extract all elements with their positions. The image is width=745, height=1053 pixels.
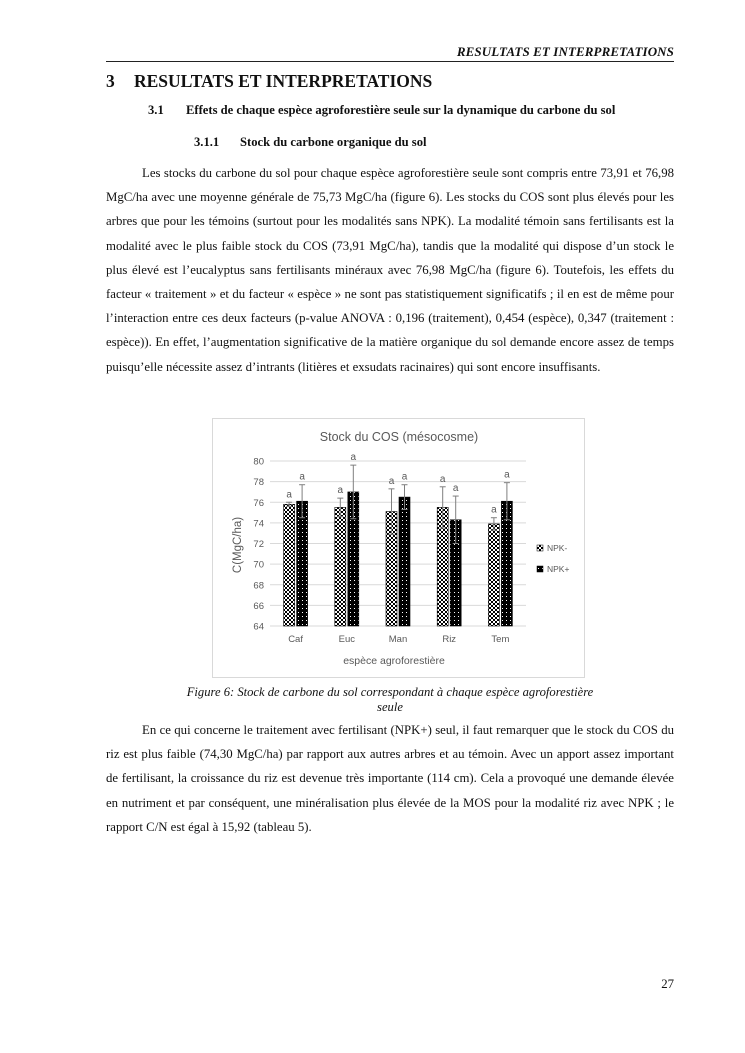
subsection-number: 3.1 — [148, 103, 164, 117]
bar-npk-tem — [488, 524, 499, 626]
x-axis-label: espèce agroforestière — [343, 655, 445, 667]
significance-letter: a — [286, 489, 292, 501]
legend-label: NPK- — [547, 543, 568, 553]
bar-npk-euc — [335, 507, 346, 626]
legend-swatch — [537, 545, 543, 551]
y-tick-label: 78 — [253, 477, 264, 489]
x-tick-label: Euc — [338, 634, 355, 645]
paragraph-1: Les stocks du carbone du sol pour chaque espèce agroforestière seule sont compris entre 73,91 et 76,98 MgC/ha avec une moyenne générale de 75,73 MgC/ha (figure 6). Les stocks du COS sont plus élevés pour les arbres que pour les témoins (surtout pour les modalités sans NPK). La modalité témoin sans fertilisants est la modalité avec le plus faible stock du COS (73,91 MgC/ha), tandis que la modalité qui dispose d’un stock le plus élevé est l’eucalyptus sans fertilisants minéraux avec 76,98 MgC/ha (figure 6). Toutefois, les effets du facteur « traitement » et du facteur « espèce » ne sont pas statistiquement significatifs ; il en est de même pour l’interaction entre ces deux facteurs (p-value ANOVA : 0,196 (traitement), 0,454 (espèce), 0,347 (traitement : espèce)). En effet, l’augmentation significative de la matière organique du sol demande encore assez de temps puisqu’elle nécessite assez d’intrants (litières et exsudats racinaires) qui sont encore insuffisants. — [106, 166, 674, 374]
significance-letters — [286, 452, 510, 516]
significance-letter: a — [337, 485, 344, 497]
y-tick-label: 70 — [253, 559, 264, 571]
x-tick-label: Tem — [491, 634, 510, 645]
x-tick-label: Riz — [442, 634, 457, 645]
significance-letter: a — [350, 452, 357, 464]
legend-swatch — [537, 566, 543, 572]
significance-letter: a — [491, 504, 497, 516]
y-tick-label: 64 — [253, 621, 264, 633]
subsubsection-number: 3.1.1 — [194, 135, 220, 149]
header-rule — [106, 61, 674, 62]
bar-npk-caf — [297, 501, 308, 626]
y-tick-label: 74 — [253, 518, 264, 530]
y-tick-label: 76 — [253, 497, 264, 509]
gridlines — [270, 461, 526, 626]
bar-chart — [213, 419, 586, 679]
bars — [284, 492, 513, 626]
significance-letter: a — [388, 475, 395, 487]
legend-label: NPK+ — [547, 564, 570, 574]
running-header: RESULTATS ET INTERPRETATIONS — [456, 44, 674, 59]
subsubsection-heading — [194, 135, 427, 150]
y-tick-label: 68 — [253, 580, 264, 592]
section-title: RESULTATS ET INTERPRETATIONS — [134, 71, 433, 91]
bar-npk-man — [399, 497, 410, 626]
figure-caption: Figure 6: Stock de carbone du sol correspondant à chaque espèce agroforestière seule — [186, 685, 594, 714]
subsection-heading — [148, 103, 615, 118]
subsubsection-title: Stock du carbone organique du sol — [240, 135, 427, 149]
chart-title: Stock du COS (mésocosme) — [319, 430, 479, 444]
section-number: 3 — [106, 71, 115, 91]
section-heading — [106, 71, 432, 92]
paragraph-2: En ce qui concerne le traitement avec fertilisant (NPK+) seul, il faut remarquer que le stock du COS du riz est plus faible (74,30 MgC/ha) par rapport aux autres arbres et au témoin. Avec un apport assez important de fertilisant, la croissance du riz est devenue très importante (114 cm). Cela a provoqué une demande élevée en nutriment et par conséquent, une minéralisation plus élevée de la MOS pour la modalité riz avec NPK ; le rapport C/N est égal à 15,92 (tableau 5). — [106, 723, 674, 834]
error-bars — [286, 465, 510, 543]
significance-letter: a — [439, 473, 446, 485]
significance-letter: a — [452, 483, 459, 495]
significance-letter: a — [401, 471, 408, 483]
y-tick-label: 72 — [253, 539, 264, 550]
legend — [537, 543, 569, 574]
y-tick-label: 66 — [253, 600, 264, 612]
page-number: 27 — [661, 977, 674, 991]
significance-letter: a — [299, 471, 305, 483]
significance-letter: a — [504, 469, 510, 481]
subsection-title: Effets de chaque espèce agroforestière seule sur la dynamique du carbone du sol — [186, 103, 616, 117]
y-tick-label: 80 — [253, 456, 264, 468]
bar-npk-caf — [284, 504, 295, 626]
x-tick-label: Caf — [288, 634, 303, 645]
figure-6-chart — [212, 418, 585, 678]
x-tick-label: Man — [388, 634, 408, 645]
y-axis-label: C(MgC/ha) — [232, 516, 244, 574]
